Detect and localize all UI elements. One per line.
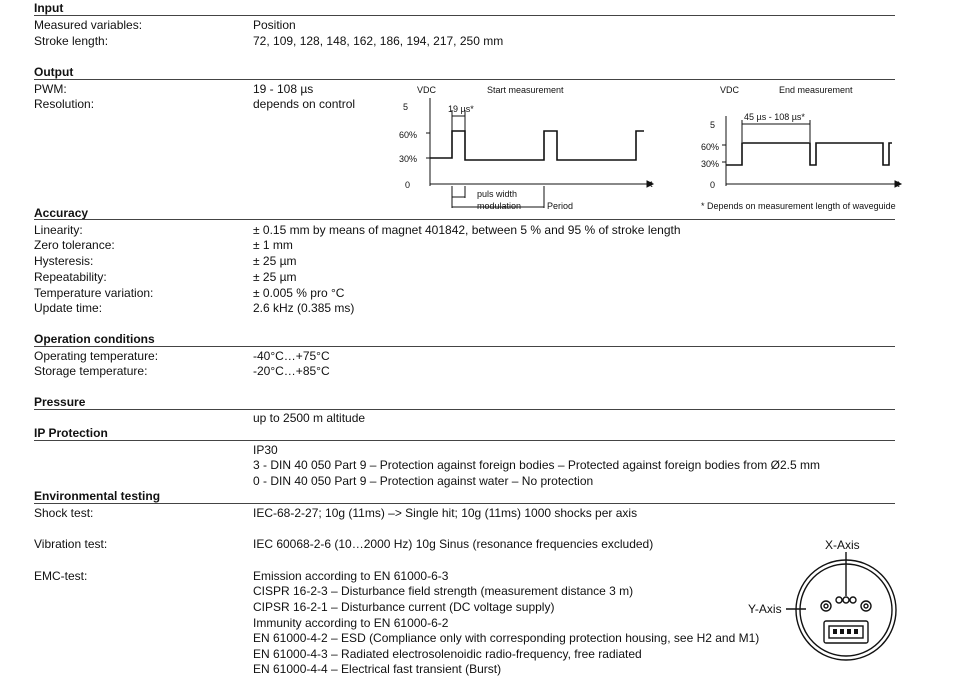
ip-water: 0 - DIN 40 050 Part 9 – Protection against water – No protection: [253, 474, 594, 488]
stroke-length-label: Stroke length:: [34, 34, 109, 48]
hysteresis-label: Hysteresis:: [34, 254, 94, 268]
end-measurement-diagram: [695, 80, 910, 215]
pulse-width-annotation: 19 µs*: [448, 104, 474, 114]
section-rule: [34, 15, 895, 16]
hysteresis-value: ± 25 µm: [253, 254, 297, 268]
emc-line: CISPR 16-2-3 – Disturbance field strength (measurement distance 3 m): [253, 584, 634, 598]
section-rule: [34, 503, 895, 504]
vibration-test-label: Vibration test:: [34, 537, 108, 551]
linearity-value: ± 0.15 mm by means of magnet 401842, between 5 % and 95 % of stroke length: [253, 223, 681, 237]
period-label: Period: [547, 201, 574, 211]
y-tick-60: 60%: [701, 142, 720, 152]
vdc-label: VDC: [720, 85, 740, 95]
resolution-value: depends on control: [253, 97, 356, 111]
y-tick-5: 5: [403, 102, 409, 112]
x-axis-label: X-Axis: [825, 538, 860, 552]
update-time-value: 2.6 kHz (0.385 ms): [253, 301, 355, 315]
shock-test-label: Shock test:: [34, 506, 94, 520]
y-tick-0: 0: [405, 180, 411, 190]
y-tick-30: 30%: [701, 159, 720, 169]
ip-rating: IP30: [253, 443, 278, 457]
operating-temperature-label: Operating temperature:: [34, 349, 159, 363]
diagram-footnote: * Depends on measurement length of waveguide: [701, 201, 896, 211]
section-rule: [34, 409, 895, 410]
y-axis-label: Y-Axis: [748, 602, 782, 616]
vdc-label: VDC: [417, 85, 437, 95]
section-title-input: Input: [34, 1, 64, 15]
section-rule: [34, 219, 895, 220]
modulation-label: modulation: [477, 201, 522, 211]
end-measurement-title: End measurement: [779, 85, 853, 95]
storage-temperature-label: Storage temperature:: [34, 364, 148, 378]
stroke-length-value: 72, 109, 128, 148, 162, 186, 194, 217, 250 mm: [253, 34, 504, 48]
operating-temperature-value: -40°C…+75°C: [253, 349, 330, 363]
linearity-label: Linearity:: [34, 223, 83, 237]
pulse-range-annotation: 45 µs - 108 µs*: [744, 112, 805, 122]
section-rule: [34, 346, 895, 347]
sensor-axes-figure: [740, 532, 920, 662]
emc-test-label: EMC-test:: [34, 569, 88, 583]
pwm-value: 19 - 108 µs: [253, 82, 314, 96]
section-title-env: Environmental testing: [34, 489, 161, 503]
emc-line: Immunity according to EN 61000-6-2: [253, 616, 449, 630]
section-title-operation: Operation conditions: [34, 332, 155, 346]
y-tick-0: 0: [710, 180, 716, 190]
temperature-variation-value: ± 0.005 % pro °C: [253, 286, 345, 300]
storage-temperature-value: -20°C…+85°C: [253, 364, 330, 378]
section-title-output: Output: [34, 65, 74, 79]
section-title-pressure: Pressure: [34, 395, 86, 409]
section-rule: [34, 440, 895, 441]
pressure-value: up to 2500 m altitude: [253, 411, 366, 425]
measured-variables-value: Position: [253, 18, 296, 32]
update-time-label: Update time:: [34, 301, 103, 315]
resolution-label: Resolution:: [34, 97, 95, 111]
repeatability-value: ± 25 µm: [253, 270, 297, 284]
pwm-label: PWM:: [34, 82, 67, 96]
section-title-accuracy: Accuracy: [34, 206, 89, 220]
zero-tolerance-value: ± 1 mm: [253, 238, 293, 252]
temperature-variation-label: Temperature variation:: [34, 286, 154, 300]
y-tick-30: 30%: [399, 154, 418, 164]
section-title-ip: IP Protection: [34, 426, 108, 440]
shock-test-value: IEC-68-2-27; 10g (11ms) –> Single hit; 10g (11ms) 1000 shocks per axis: [253, 506, 638, 520]
repeatability-label: Repeatability:: [34, 270, 107, 284]
vibration-test-value: IEC 60068-2-6 (10…2000 Hz) 10g Sinus (resonance frequencies excluded): [253, 537, 654, 551]
emc-line: CIPSR 16-2-1 – Disturbance current (DC voltage supply): [253, 600, 555, 614]
emc-line: Emission according to EN 61000-6-3: [253, 569, 449, 583]
start-measurement-title: Start measurement: [487, 85, 564, 95]
start-measurement-diagram: [395, 80, 665, 215]
y-tick-60: 60%: [399, 130, 418, 140]
emc-line: EN 61000-4-3 – Radiated electrosolenoidic radio-frequency, free radiated: [253, 647, 642, 661]
ip-foreign-bodies: 3 - DIN 40 050 Part 9 – Protection against foreign bodies – Protected against foreign bodies from Ø2.5 mm: [253, 458, 820, 472]
measured-variables-label: Measured variables:: [34, 18, 143, 32]
zero-tolerance-label: Zero tolerance:: [34, 238, 115, 252]
puls-width-label: puls width: [477, 189, 518, 199]
y-tick-5: 5: [710, 120, 716, 130]
emc-line: EN 61000-4-4 – Electrical fast transient (Burst): [253, 662, 502, 676]
emc-line: EN 61000-4-2 – ESD (Compliance only with corresponding protection housing, see H2 and M1): [253, 631, 760, 645]
